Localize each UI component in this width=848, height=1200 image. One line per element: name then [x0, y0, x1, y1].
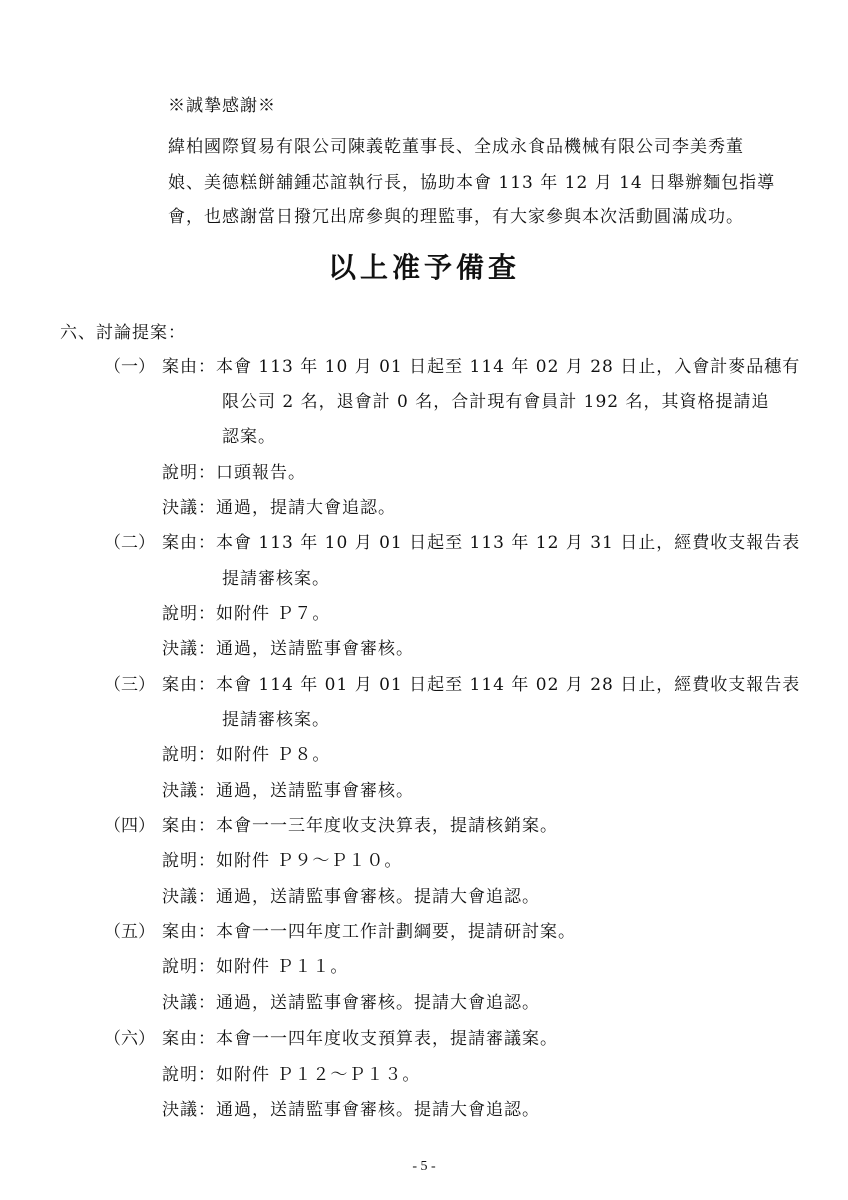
proposal-number: （六） [104, 1029, 155, 1049]
proposal-resolution: 決議：通過，送請監事會審核。提請大會追認。 [162, 887, 540, 907]
proposal-resolution: 決議：通過，送請監事會審核。提請大會追認。 [162, 1100, 540, 1120]
proposal-number: （三） [104, 675, 155, 695]
proposal-number: （四） [104, 816, 155, 836]
proposal-case: 案由：本會一一三年度收支決算表，提請核銷案。 [162, 816, 558, 836]
proposal-resolution: 決議：通過，提請大會追認。 [162, 498, 396, 518]
proposal-explanation: 說明：口頭報告。 [162, 463, 306, 483]
proposal-case: 案由：本會 113 年 10 月 01 日起至 113 年 12 月 31 日止，經費收支報告表 [162, 533, 801, 553]
proposal-case-continued: 限公司 2 名，退會計 0 名，合計現有會員計 192 名，其資格提請追 [222, 392, 770, 412]
thanks-line-2: 娘、美德糕餅舖鍾芯誼執行長，協助本會 113 年 12 月 14 日舉辦麵包指導 [168, 173, 776, 193]
approval-heading: 以上准予備查 [327, 251, 520, 284]
proposal-explanation: 說明：如附件 Ｐ９～Ｐ１０。 [162, 851, 403, 871]
thanks-line-3: 會，也感謝當日撥冗出席參與的理監事，有大家參與本次活動圓滿成功。 [168, 207, 744, 227]
thanks-line-1: 緯柏國際貿易有限公司陳義乾董事長、全成永食品機械有限公司李美秀董 [168, 137, 744, 157]
proposal-resolution: 決議：通過，送請監事會審核。提請大會追認。 [162, 993, 540, 1013]
proposal-case-continued: 認案。 [222, 427, 276, 447]
proposal-case: 案由：本會一一四年度收支預算表，提請審議案。 [162, 1029, 558, 1049]
page-number: - 5 - [412, 1159, 436, 1174]
proposal-explanation: 說明：如附件 Ｐ８。 [162, 745, 331, 765]
proposal-explanation: 說明：如附件 Ｐ７。 [162, 604, 331, 624]
thanks-title: ※誠摯感謝※ [168, 96, 276, 116]
proposal-case: 案由：本會 113 年 10 月 01 日起至 114 年 02 月 28 日止，入會計麥品穗有 [162, 357, 801, 377]
proposal-case: 案由：本會 114 年 01 月 01 日起至 114 年 02 月 28 日止，經費收支報告表 [162, 675, 801, 695]
proposal-explanation: 說明：如附件 Ｐ１２～Ｐ１３。 [162, 1065, 421, 1085]
proposal-number: （一） [104, 357, 155, 377]
proposal-case-continued: 提請審核案。 [222, 710, 330, 730]
proposal-number: （二） [104, 533, 155, 553]
proposal-resolution: 決議：通過，送請監事會審核。 [162, 639, 414, 659]
proposal-case-continued: 提請審核案。 [222, 569, 330, 589]
proposal-resolution: 決議：通過，送請監事會審核。 [162, 781, 414, 801]
proposal-case: 案由：本會一一四年度工作計劃綱要，提請研討案。 [162, 922, 576, 942]
section-title: 六、討論提案： [60, 323, 186, 343]
proposal-number: （五） [104, 922, 155, 942]
proposal-explanation: 說明：如附件 Ｐ１１。 [162, 957, 349, 977]
